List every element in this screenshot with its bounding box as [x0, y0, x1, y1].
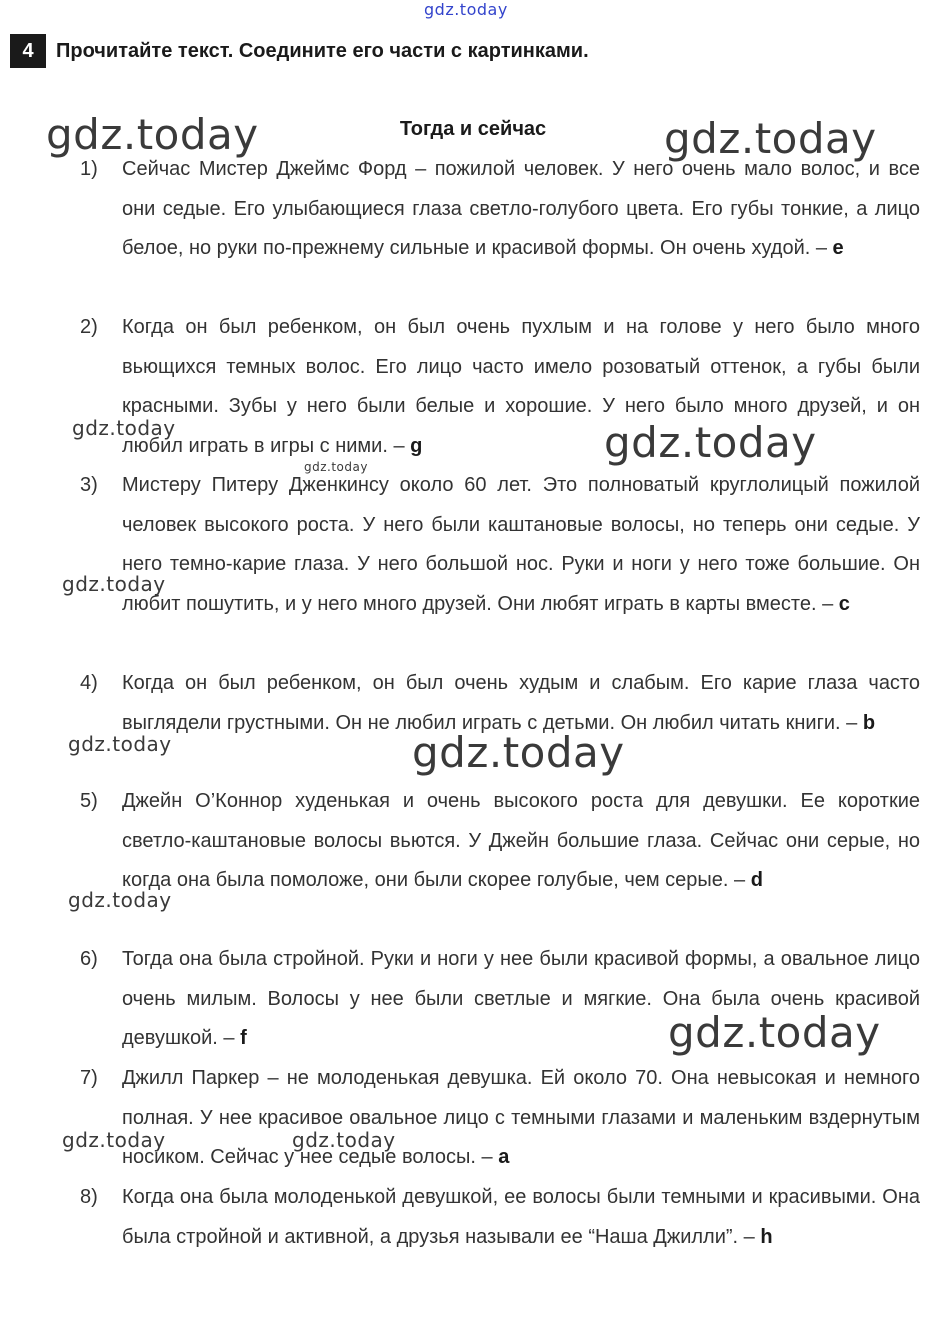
- paragraph-answer: c: [838, 592, 850, 615]
- watermark: gdz.today: [68, 888, 172, 912]
- text-title: Тогда и сейчас: [399, 118, 547, 140]
- watermark: gdz.today: [304, 460, 368, 474]
- paragraph-answer: a: [498, 1146, 510, 1169]
- watermark: gdz.today: [412, 728, 625, 777]
- watermark: gdz.today: [668, 1008, 881, 1057]
- paragraph-number: 3): [80, 474, 98, 496]
- paragraph-answer: f: [240, 1027, 247, 1050]
- paragraph-number: 6): [80, 948, 98, 970]
- paragraph-text: Когда он был ребенком, он был очень пухлым и на голове у него было много вьющихся темных волос. Его лицо часто имело розоватый оттенок, а губы были красными. Зубы у него были белые и хорошие. У него было много друзей, и он любил играть в игры с ними. –: [122, 316, 920, 457]
- paragraph-text: Сейчас Мистер Джеймс Форд – пожилой человек. У него очень мало волос, и все они седые. Его улыбающиеся глаза светло-голубого цвета. Его губы тонкие, а лицо белое, но руки по-прежнему сильные и красивой формы. Он очень худой. –: [122, 158, 920, 260]
- paragraph-number: 8): [80, 1186, 98, 1208]
- paragraph-5: [80, 782, 920, 901]
- watermark: gdz.today: [664, 114, 877, 163]
- paragraph-text: Когда он был ребенком, он был очень худым и слабым. Его карие глаза часто выглядели грустными. Он не любил играть с детьми. Он любил читать книги. –: [122, 672, 920, 734]
- paragraph-answer: e: [832, 237, 844, 260]
- paragraph-answer: h: [760, 1225, 773, 1248]
- paragraph-text: Мистеру Питеру Дженкинсу около 60 лет. Это полноватый круглолицый пожилой человек высокого роста. У него были каштановые волосы, но теперь они седые. У него темно-карие глаза. У него большой нос. Руки и ноги у него тоже большие. Он любит пошутить, и у него много друзей. Они любят играть в карты вместе. –: [122, 474, 920, 615]
- paragraph-number: 2): [80, 316, 98, 338]
- task-number-badge: 4: [10, 34, 46, 68]
- paragraph-text: Тогда она была стройной. Руки и ноги у нее были красивой формы, а овальное лицо очень милым. Волосы у нее были светлые и мягкие. Она была очень красивой девушкой. –: [122, 948, 920, 1050]
- paragraph-answer: g: [410, 434, 423, 457]
- paragraph-number: 4): [80, 672, 98, 694]
- task-header: [10, 34, 589, 68]
- watermark: gdz.today: [72, 416, 176, 440]
- paragraph-8: [80, 1178, 920, 1257]
- watermark: gdz.today: [62, 1128, 166, 1152]
- watermark: gdz.today: [292, 1128, 396, 1152]
- watermark: gdz.today: [62, 572, 166, 596]
- watermark: gdz.today: [46, 110, 259, 159]
- paragraph-number: 5): [80, 790, 98, 812]
- paragraph-text: Джилл Паркер – не молоденькая девушка. Ей около 70. Она невысокая и немного полная. У нее красивое овальное лицо с темными глазами и маленьким вздернутым носиком. Сейчас у нее седые волосы. –: [122, 1067, 920, 1169]
- paragraph-text: Джейн О’Коннор худенькая и очень высокого роста для девушки. Ее короткие светло-каштановые волосы вьются. У Джейн большие глаза. Сейчас они серые, но когда она была помоложе, они были скорее голубые, чем серые. –: [122, 790, 920, 892]
- paragraph-number: 1): [80, 158, 98, 180]
- paragraph-text: Когда она была молоденькой девушкой, ее волосы были темными и красивыми. Она была стройной и активной, а друзья называли ее “Наша Джилли”. –: [122, 1186, 920, 1248]
- paragraph-answer: d: [750, 869, 763, 892]
- paragraph-1: [80, 150, 920, 269]
- paragraph-number: 7): [80, 1067, 98, 1089]
- paragraph-answer: b: [862, 711, 876, 734]
- watermark: gdz.today: [604, 418, 817, 467]
- watermark: gdz.today: [68, 732, 172, 756]
- watermark-top: gdz.today: [424, 0, 508, 19]
- task-instruction: Прочитайте текст. Соедините его части с картинками.: [56, 39, 589, 62]
